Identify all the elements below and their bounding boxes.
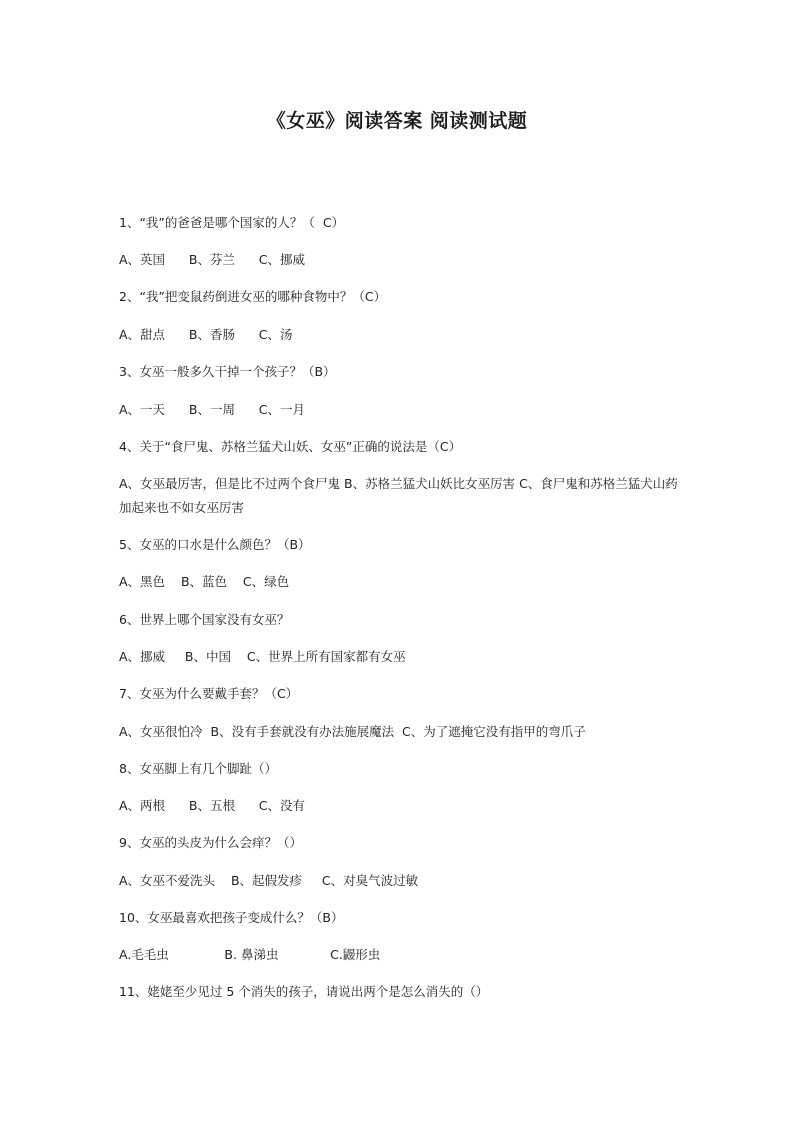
question-7: 7、女巫为什么要戴手套？（C）	[119, 686, 299, 701]
options-8: A、两根 B、五根 C、没有	[119, 798, 306, 813]
options-3: A、一天 B、一周 C、一月	[119, 402, 306, 417]
document-title: 《女巫》阅读答案 阅读测试题	[266, 110, 528, 132]
options-10: A.毛毛虫 B. 鼻涕虫 C.鼹形虫	[119, 947, 381, 962]
options-4: A、女巫最厉害，但是比不过两个食尸鬼 B、苏格兰猛犬山妖比女巫厉害 C、食尸鬼和苏格兰猛犬山药加起来也不如女巫厉害	[119, 476, 678, 515]
question-9: 9、女巫的头皮为什么会痒？（）	[119, 835, 302, 850]
options-5: A、黑色 B、蓝色 C、绿色	[119, 574, 290, 589]
options-2: A、甜点 B、香肠 C、汤	[119, 327, 293, 342]
question-2: 2、“我”把变鼠药倒进女巫的哪种食物中？（C）	[119, 289, 387, 304]
question-5: 5、女巫的口水是什么颜色？（B）	[119, 537, 311, 552]
question-10: 10、女巫最喜欢把孩子变成什么？（B）	[119, 910, 344, 925]
options-7: A、女巫很怕冷 B、没有手套就没有办法施展魔法 C、为了遮掩它没有指甲的弯爪子	[119, 724, 586, 739]
options-9: A、女巫不爱洗头 B、起假发疹 C、对臭气波过敏	[119, 873, 419, 888]
question-6: 6、世界上哪个国家没有女巫？	[119, 612, 290, 627]
options-1: A、英国 B、芬兰 C、挪威	[119, 252, 306, 267]
question-8: 8、女巫脚上有几个脚趾（）	[119, 761, 277, 776]
question-11: 11、姥姥至少见过 5 个消失的孩子，请说出两个是怎么消失的（）	[119, 984, 489, 999]
question-4: 4、关于“食尸鬼、苏格兰猛犬山妖、女巫”正确的说法是（C）	[119, 439, 462, 454]
question-1: 1、“我”的爸爸是哪个国家的人？（ C）	[119, 215, 345, 230]
options-6: A、挪威 B、中国 C、世界上所有国家都有女巫	[119, 649, 406, 664]
question-3: 3、女巫一般多久干掉一个孩子？（B）	[119, 364, 336, 379]
